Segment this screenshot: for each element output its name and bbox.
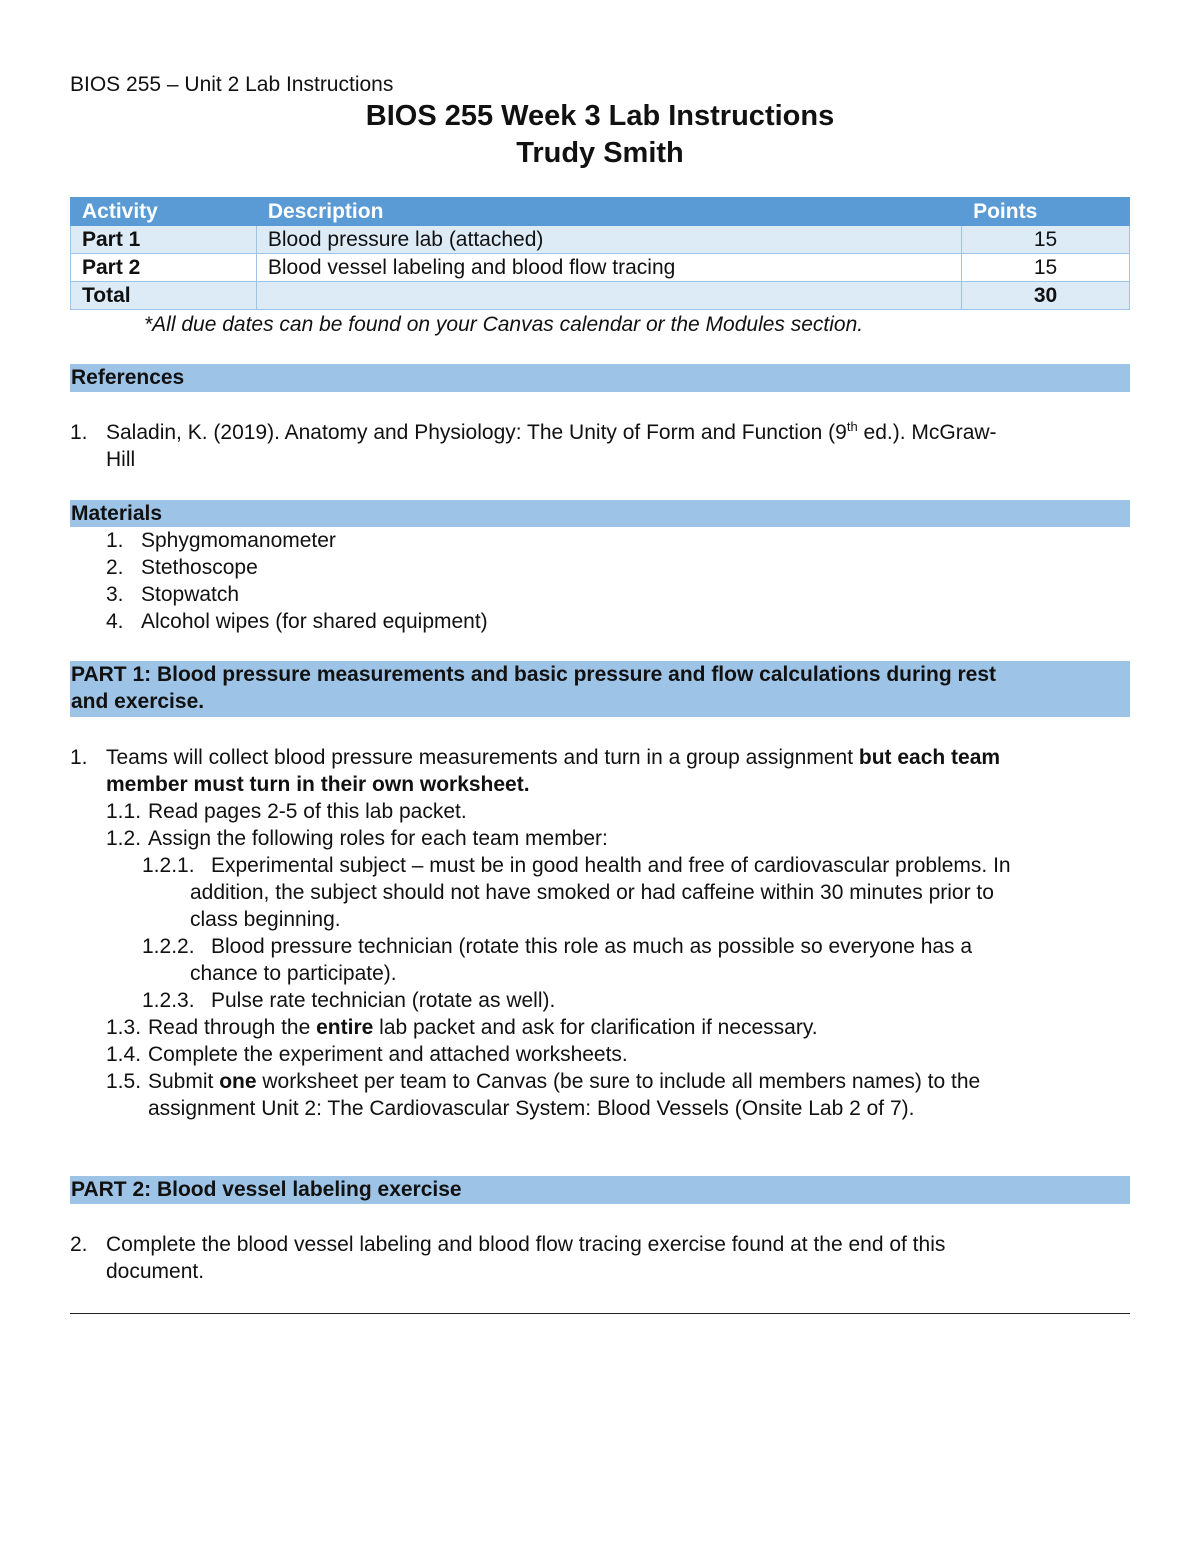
cell-activity: Part 2	[71, 254, 257, 282]
running-header: BIOS 255 – Unit 2 Lab Instructions	[70, 73, 394, 96]
table-total-row	[71, 282, 1130, 310]
table-row	[71, 254, 1130, 282]
cell-points: 15	[962, 226, 1130, 254]
part1-heading: PART 1: Blood pressure measurements and basic pressure and flow calculations during rest and exercise.	[70, 661, 1130, 717]
subitem-1-5-cont: assignment Unit 2: The Cardiovascular System: Blood Vessels (Onsite Lab 2 of 7).	[148, 1097, 915, 1120]
references-heading: References	[70, 364, 1130, 392]
subitem-1-2-2-cont: chance to participate).	[190, 962, 397, 985]
cell-points: 15	[962, 254, 1130, 282]
bottom-divider	[70, 1313, 1130, 1314]
author-name: Trudy Smith	[516, 137, 684, 169]
header-points: Points	[962, 198, 1130, 226]
cell-description	[256, 282, 961, 310]
cell-activity: Part 1	[71, 226, 257, 254]
document-title: BIOS 255 Week 3 Lab Instructions	[365, 100, 835, 132]
due-date-note: *All due dates can be found on your Canvas calendar or the Modules section.	[144, 313, 864, 336]
table-header-row	[71, 198, 1130, 226]
part1-item-cont: member must turn in their own worksheet.	[106, 773, 530, 796]
header-activity: Activity	[71, 198, 257, 226]
part2-heading: PART 2: Blood vessel labeling exercise	[70, 1176, 1130, 1204]
cell-activity: Total	[71, 282, 257, 310]
subitem-1-2-1-cont: class beginning.	[190, 908, 341, 931]
part2-item-cont: document.	[106, 1260, 205, 1283]
cell-description: Blood pressure lab (attached)	[256, 226, 961, 254]
cell-points-total: 30	[962, 282, 1130, 310]
subitem-1-2-1-cont: addition, the subject should not have smoked or had caffeine within 30 minutes prior to	[190, 881, 994, 904]
materials-heading: Materials	[70, 500, 1130, 527]
reference-item-cont: Hill	[106, 448, 136, 471]
cell-description: Blood vessel labeling and blood flow tracing	[256, 254, 961, 282]
table-row	[71, 226, 1130, 254]
header-description: Description	[256, 198, 961, 226]
activity-table	[70, 197, 1130, 310]
